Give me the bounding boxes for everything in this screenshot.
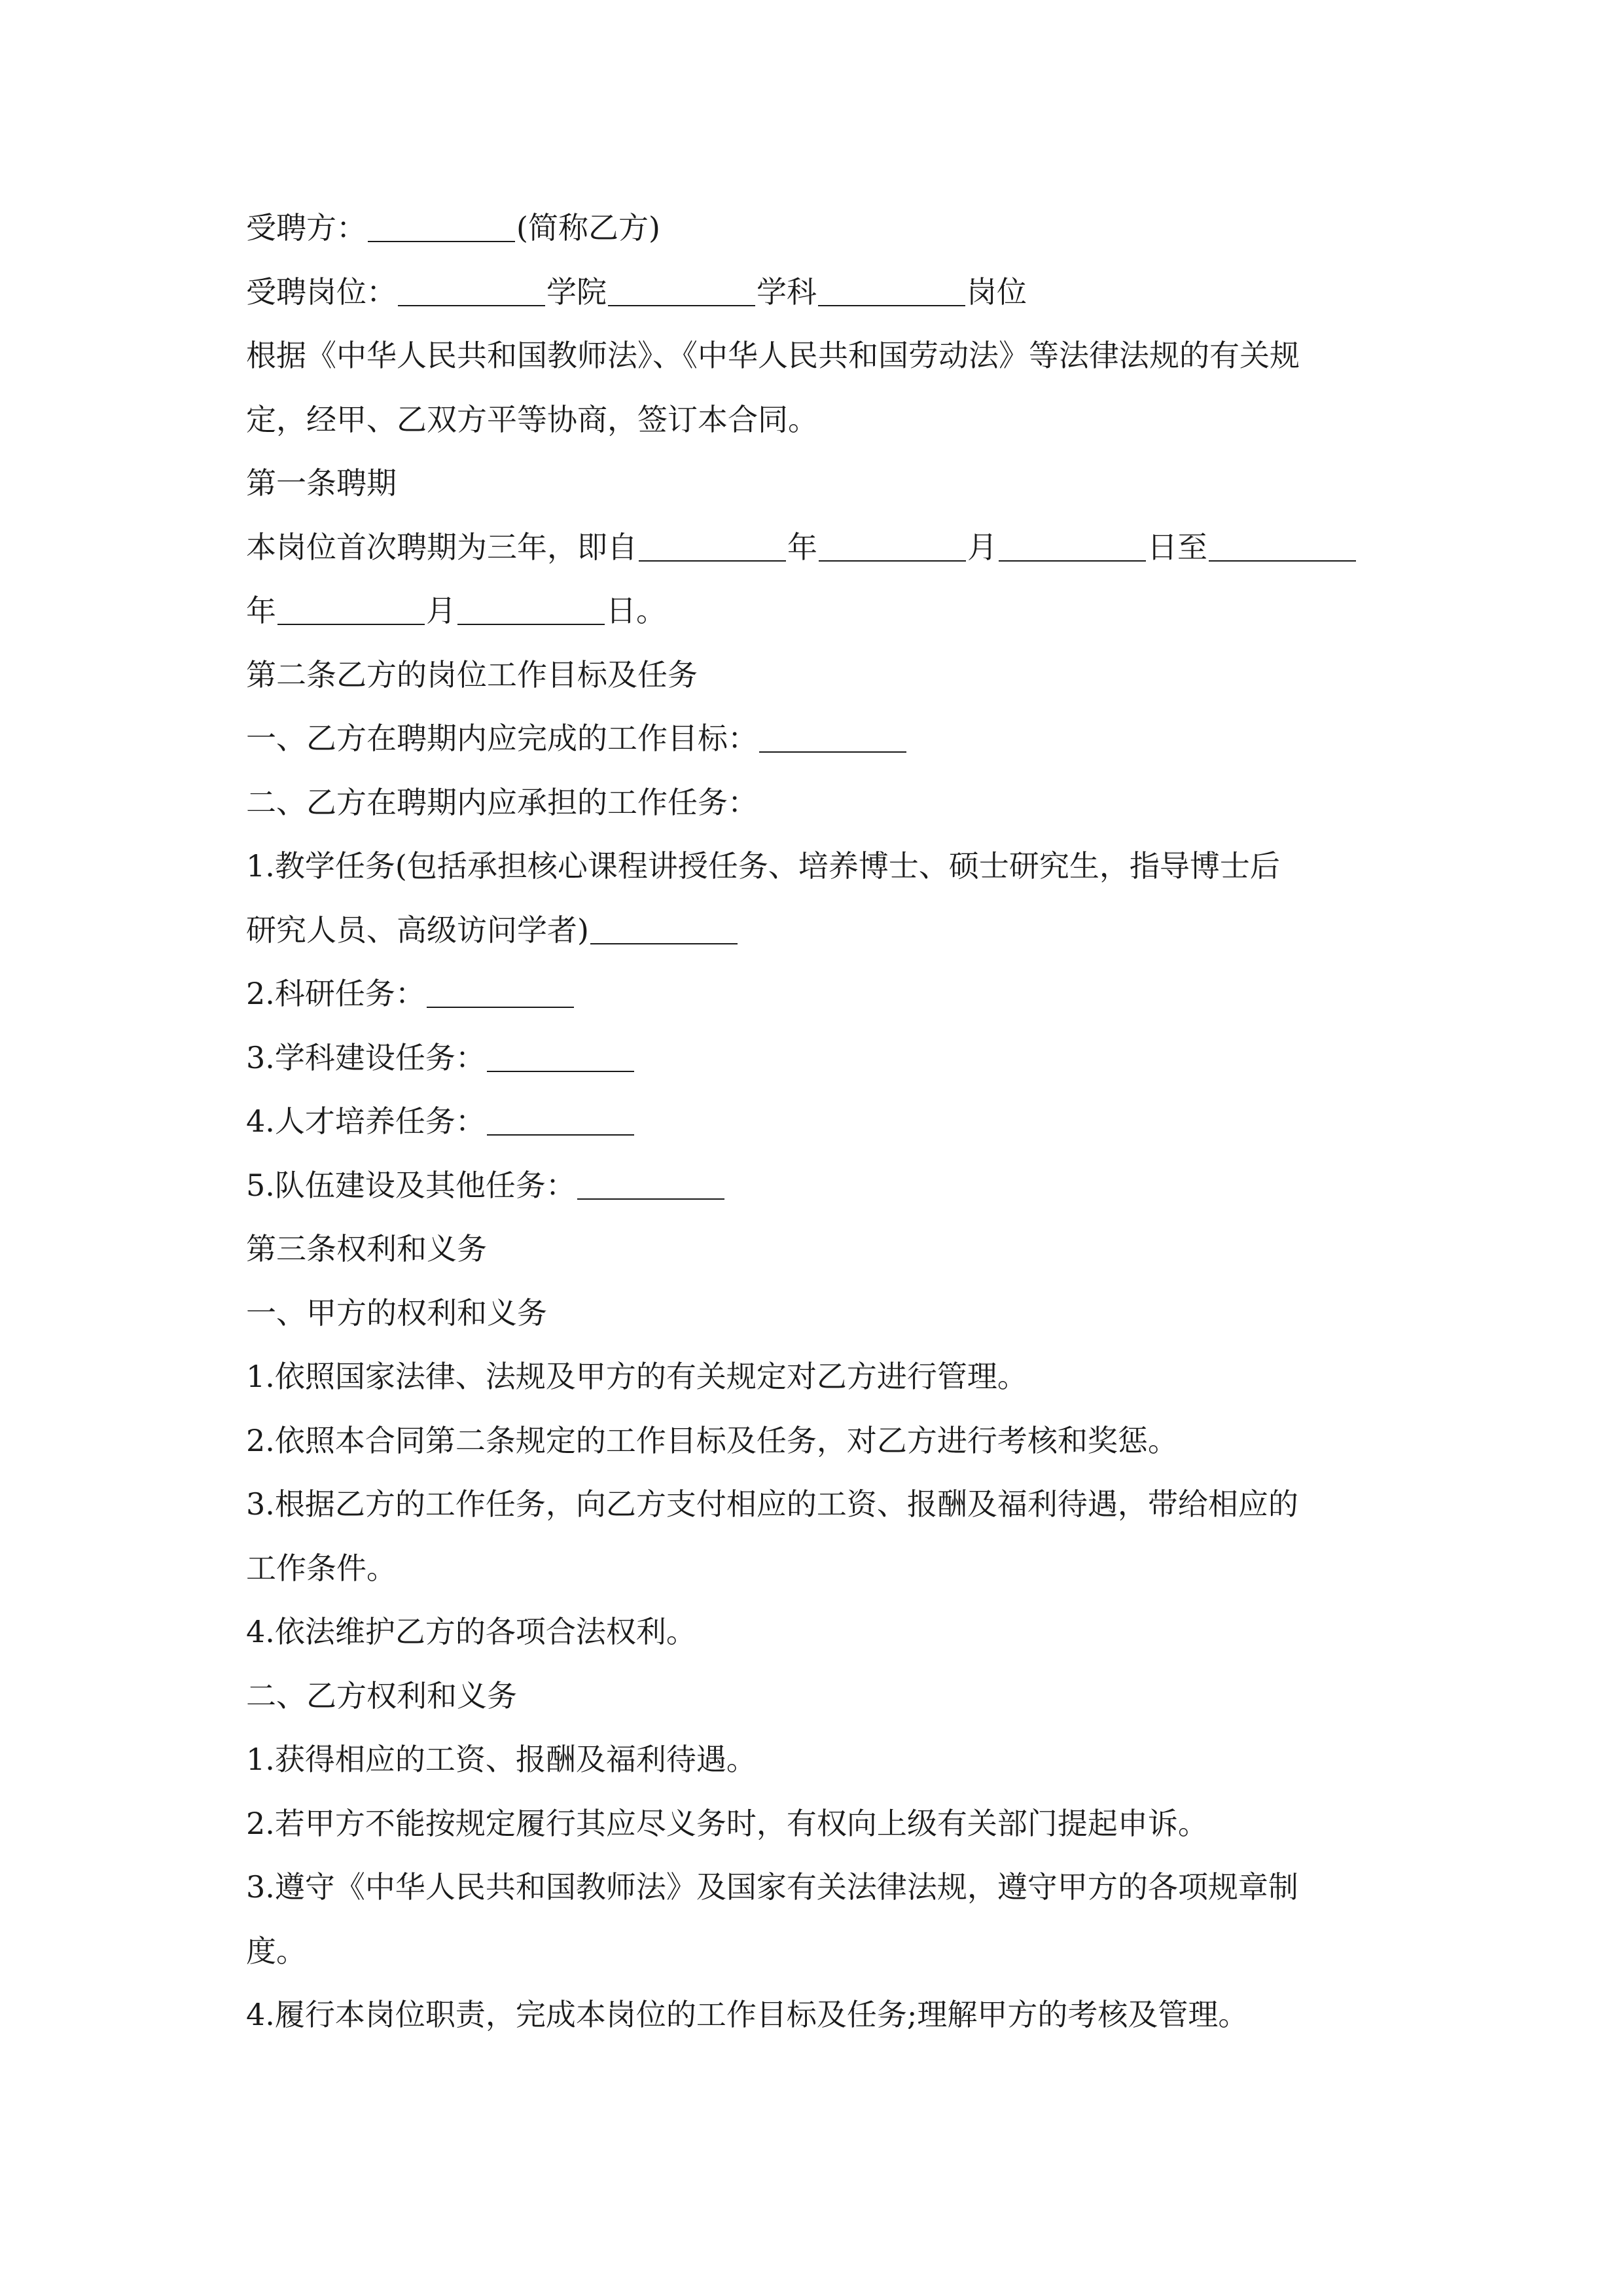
employee-label: 受聘方： <box>246 210 366 245</box>
article-3-title: 第三条权利和义务 <box>246 1231 487 1266</box>
tasks-heading: 二、乙方在聘期内应承担的工作任务： <box>246 784 758 820</box>
position-line <box>246 260 1378 325</box>
article-2-title: 第二条乙方的岗位工作目标及任务 <box>246 656 698 692</box>
end-month-blank <box>277 594 425 625</box>
discipline-blank <box>608 275 755 306</box>
talent-task-line <box>246 1090 1378 1154</box>
goal-text: 一、乙方在聘期内应完成的工作目标： <box>246 721 758 756</box>
start-day-blank <box>999 530 1146 562</box>
employee-blank <box>368 211 515 242</box>
intro-line-2: 定，经甲、乙双方平等协商，签订本合同。 <box>246 401 818 437</box>
team-task-text: 5.队伍建设及其他任务： <box>246 1167 576 1203</box>
party-b-item-1: 1.获得相应的工资、报酬及福利待遇。 <box>246 1742 757 1777</box>
contract-body <box>246 196 1378 2047</box>
research-blank <box>427 977 574 1008</box>
day2-text: 日。 <box>606 593 666 628</box>
talent-blank <box>487 1104 634 1136</box>
year2-text: 年 <box>246 593 276 628</box>
party-a-item-3-line-1: 3.根据乙方的工作任务，向乙方支付相应的工资、报酬及福利待遇，带给相应的 <box>246 1486 1298 1522</box>
discipline-task-line <box>246 1026 1378 1090</box>
term-line-1 <box>246 516 1378 580</box>
year-text: 年 <box>787 529 817 565</box>
college-text: 学院 <box>546 274 607 310</box>
goal-line <box>246 707 1378 771</box>
team-blank <box>577 1168 724 1200</box>
teaching-task-line-2 <box>246 899 1378 963</box>
end-day-blank <box>457 594 605 625</box>
research-task-line <box>246 962 1378 1026</box>
employee-line <box>246 196 1378 260</box>
day-to-text: 日至 <box>1147 529 1207 565</box>
party-b-item-2: 2.若甲方不能按规定履行其应尽义务时，有权向上级有关部门提起申诉。 <box>246 1805 1208 1841</box>
discipline-text: 学科 <box>757 274 817 310</box>
article-1-title: 第一条聘期 <box>246 465 397 501</box>
party-b-item-4: 4.履行本岗位职责，完成本岗位的工作目标及任务;理解甲方的考核及管理。 <box>246 1997 1249 2032</box>
employee-suffix: (简称乙方) <box>516 210 660 245</box>
position-label: 受聘岗位： <box>246 274 397 310</box>
end-year-blank <box>1209 530 1356 562</box>
party-a-item-1: 1.依照国家法律、法规及甲方的有关规定对乙方进行管理。 <box>246 1359 1027 1394</box>
post-blank <box>818 275 965 306</box>
research-task-text: 2.科研任务： <box>246 976 425 1011</box>
party-a-item-3-line-2: 工作条件。 <box>246 1550 397 1586</box>
goal-blank <box>759 721 906 753</box>
month2-text: 月 <box>426 593 456 628</box>
start-year-blank <box>639 530 786 562</box>
start-month-blank <box>819 530 966 562</box>
party-b-heading: 二、乙方权利和义务 <box>246 1677 517 1713</box>
intro-line-1: 根据《中华人民共和国教师法》、《中华人民共和国劳动法》等法律法规的有关规 <box>246 338 1300 373</box>
month-text: 月 <box>967 529 997 565</box>
party-b-item-3-line-1: 3.遵守《中华人民共和国教师法》及国家有关法律法规，遵守甲方的各项规章制 <box>246 1869 1298 1905</box>
discipline-task-blank <box>487 1041 634 1072</box>
party-a-item-2: 2.依照本合同第二条规定的工作目标及任务，对乙方进行考核和奖惩。 <box>246 1422 1178 1458</box>
party-a-item-4: 4.依法维护乙方的各项合法权利。 <box>246 1614 696 1649</box>
post-text: 岗位 <box>967 274 1027 310</box>
teaching-task-text: 研究人员、高级访问学者) <box>246 912 589 948</box>
team-task-line <box>246 1154 1378 1218</box>
talent-task-text: 4.人才培养任务： <box>246 1103 486 1139</box>
party-a-heading: 一、甲方的权利和义务 <box>246 1295 547 1331</box>
teaching-blank <box>590 913 738 944</box>
college-blank <box>398 275 545 306</box>
party-b-item-3-line-2: 度。 <box>246 1933 306 1969</box>
teaching-task-line-1: 1.教学任务(包括承担核心课程讲授任务、培养博士、硕士研究生，指导博士后 <box>246 848 1280 884</box>
discipline-task-text: 3.学科建设任务： <box>246 1039 486 1075</box>
term-text: 本岗位首次聘期为三年，即自 <box>246 529 637 565</box>
term-line-2 <box>246 579 1378 643</box>
